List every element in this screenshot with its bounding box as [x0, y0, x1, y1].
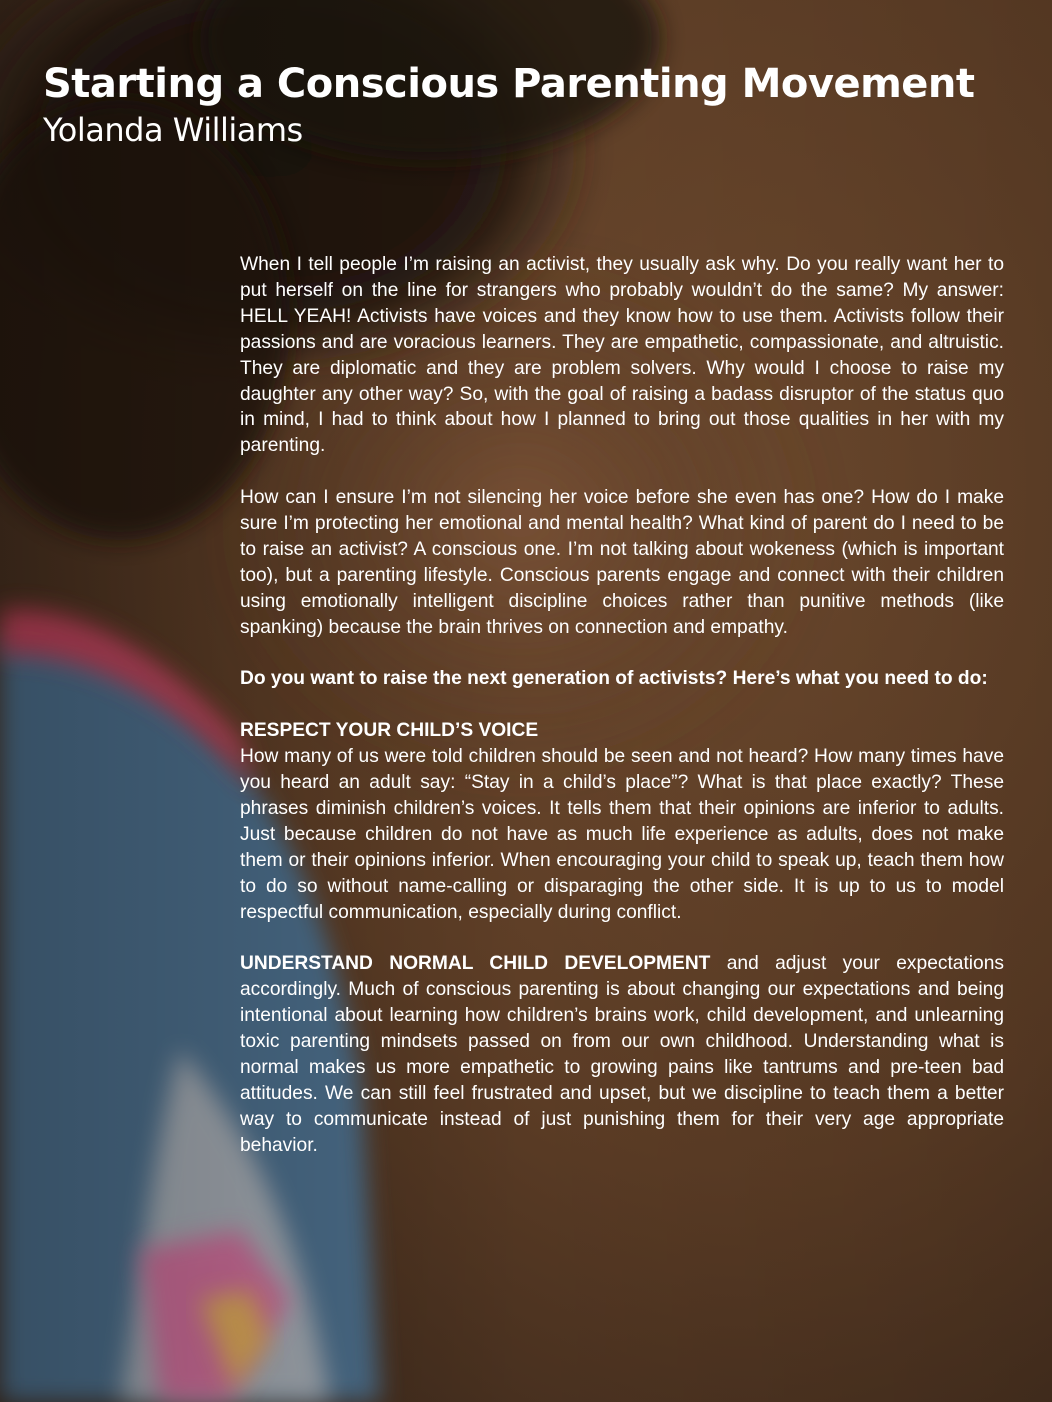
- section-text-respect-voice: How many of us were told children should be seen and not heard? How many times have you heard an adult say: “Stay in a child’s place”? What is that place exactly? These phrases diminish children’s voices. It tells them that their opinions are inferior to adults. Just because children do not have as much life experience as adults, does not make them or their opinions inferior. When encouraging your child to speak up, teach them how to do so without name-calling or disparaging the other side. It is up to us to model respectful communication, especially during conflict.: [240, 746, 1004, 923]
- paragraph-intro: When I tell people I’m raising an activist, they usually ask why. Do you really want her to put herself on the line for strangers who probably wouldn’t do the same? My answer: HELL YEAH! Activists have voices and they know how to use them. Activists follow their passions and are voracious learners. They are empathetic, compassionate, and altruistic. They are diplomatic and they are problem solvers. Why would I choose to raise my daughter any other way? So, with the goal of raising a badass disruptor of the status quo in mind, I had to think about how I planned to bring out those qualities in her with my parenting.: [240, 254, 1004, 457]
- paragraph-conscious-parenting: How can I ensure I’m not silencing her voice before she even has one? How do I make sure I’m protecting her emotional and mental health? What kind of parent do I need to be to raise an activist? A conscious one. I’m not talking about wokeness (which is important too), but a parenting lifestyle. Conscious parents engage and connect with their children using emotionally intelligent discipline choices rather than punitive methods (like spanking) because the brain thrives on connection and empathy.: [240, 487, 1004, 638]
- article-body: [240, 252, 1004, 1185]
- section-text-child-development: and adjust your expectations accordingly. Much of conscious parenting is about changing our expectations and being intentional about learning how children’s brains work, child development, and unlearning toxic parenting mindsets passed on from our own childhood. Understanding what is normal makes us more empathetic to growing pains like tantrums and pre-teen bad attitudes. We can still feel frustrated and upset, but we discipline to teach them a better way to communicate instead of just punishing them for their very age appropriate behavior.: [240, 953, 1004, 1156]
- section-heading-respect-voice: RESPECT YOUR CHILD’S VOICE: [240, 720, 539, 742]
- article-title: Starting a Conscious Parenting Movement: [43, 61, 975, 107]
- section-child-development: [240, 951, 1004, 1158]
- callout-question: Do you want to raise the next generation of activists? Here’s what you need to do:: [240, 668, 988, 690]
- section-respect-voice: [240, 718, 1004, 925]
- article-author: Yolanda Williams: [43, 111, 303, 149]
- section-heading-child-development: UNDERSTAND NORMAL CHILD DEVELOPMENT: [240, 953, 711, 975]
